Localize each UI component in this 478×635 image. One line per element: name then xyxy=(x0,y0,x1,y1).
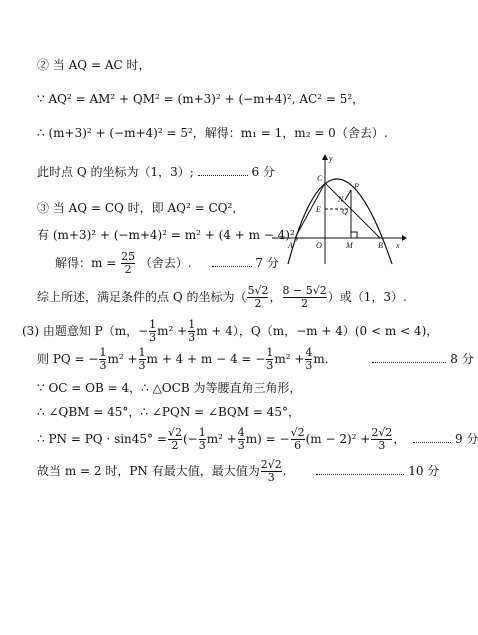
case-3-equation: 有 (m+3)² + (−m+4)² = m² + (4 + m − 4)²， xyxy=(37,228,307,242)
score-dots xyxy=(316,474,404,475)
y-axis-arrow xyxy=(322,154,328,160)
fraction: $\frac{√2}{2}$ xyxy=(167,426,182,452)
conclusion-line: 故当 m = 2 时，PN 有最大值，最大值为 $\frac{2√2}{3}$ . 10 分 xyxy=(37,458,440,484)
case-3-heading: ③ 当 AQ = CQ 时，即 AQ² = CQ²， xyxy=(37,201,245,215)
score-label: 7 分 xyxy=(255,256,279,270)
fraction: $\frac{2√2}{3}$ xyxy=(371,426,393,452)
score-label: 8 分 xyxy=(450,352,474,366)
coordinate-text: 此时点 Q 的坐标为（1，3）; xyxy=(37,165,194,179)
part-3-setup: (3) 由题意知 P（m，− $\frac{1}{3}$ m² + $\frac{1}{3}$ m + 4），Q（m，−m + 4）(0 < m < 4)， xyxy=(22,318,439,344)
label-o: O xyxy=(316,241,322,250)
label-a: A xyxy=(288,241,293,250)
fraction: $\frac{1}{3}$ xyxy=(138,346,146,372)
fraction: $\frac{5√2}{2}$ xyxy=(247,284,269,310)
case-3-solution xyxy=(55,250,279,276)
fraction: $\frac{2√2}{3}$ xyxy=(260,458,282,484)
label-n: N xyxy=(338,195,344,204)
label-p: P xyxy=(354,182,359,191)
fraction: $\frac{4}{3}$ xyxy=(237,426,245,452)
angle-statement: ∴ ∠QBM = 45°，∴ ∠PQN = ∠BQM = 45°， xyxy=(37,405,300,419)
coordinate-result xyxy=(37,165,275,179)
fraction: $\frac{25}{2}$ xyxy=(121,250,136,276)
score-dots xyxy=(372,362,446,363)
fraction: $\frac{8 - 5√2}{2}$ xyxy=(282,284,327,310)
score-dots xyxy=(212,266,252,267)
distance-equation: ∵ AQ² = AM² + QM² = (m+3)² + (−m+4)², AC² = 5²， xyxy=(37,92,365,106)
fraction: $\frac{4}{3}$ xyxy=(305,346,313,372)
score-label: 9 分 xyxy=(455,432,478,446)
pn-expression: ∴ PN = PQ · sin45° = $\frac{√2}{2}$ (− $\frac{1}{3}$ m² + $\frac{4}{3}$ m) = − $\frac{√2}{6}$ (m − 2)² + $\frac{2√2}{3}$ ， 9 分 xyxy=(37,426,478,452)
label-q: Q xyxy=(342,207,348,216)
case-2-heading: ② 当 AQ = AC 时， xyxy=(37,58,151,72)
fraction: $\frac{1}{3}$ xyxy=(266,346,274,372)
right-angle-mark xyxy=(351,232,357,238)
score-dots xyxy=(413,442,451,443)
fraction: $\frac{1}{3}$ xyxy=(198,426,206,452)
pq-expression: 则 PQ = − $\frac{1}{3}$ m² + $\frac{1}{3}$ m + 4 + m − 4 = − $\frac{1}{3}$ m² + $\frac{4}{3}$ m. 8 分 xyxy=(37,346,474,372)
label-x: x xyxy=(396,241,400,250)
line-cb xyxy=(325,183,380,238)
solution-line: ∴ (m+3)² + (−m+4)² = 5²，解得：m₁ = 1，m₂ = 0（舍去）. xyxy=(37,126,388,140)
solve-prefix: 解得：m = xyxy=(55,256,117,270)
solve-suffix: （舍去）. xyxy=(139,256,192,270)
label-c: C xyxy=(317,174,323,183)
line-pn xyxy=(345,190,351,200)
fraction: $\frac{√2}{6}$ xyxy=(290,426,305,452)
fraction: $\frac{1}{3}$ xyxy=(188,318,196,344)
fraction: $\frac{1}{3}$ xyxy=(149,318,157,344)
label-y: y xyxy=(329,154,333,163)
score-label: 6 分 xyxy=(251,165,275,179)
isosceles-statement: ∵ OC = OB = 4，∴ △OCB 为等腰直角三角形， xyxy=(37,381,302,395)
summary-line: 综上所述，满足条件的点 Q 的坐标为（ $\frac{5√2}{2}$ ， $\frac{8 - 5√2}{2}$ ）或（1，3）. xyxy=(37,284,407,310)
x-axis-arrow xyxy=(402,235,407,241)
score-dots xyxy=(198,175,248,176)
label-e: E xyxy=(316,205,321,214)
label-b: B xyxy=(378,241,383,250)
parabola-figure xyxy=(268,152,408,267)
score-label: 10 分 xyxy=(408,464,440,478)
label-m: M xyxy=(346,241,353,250)
fraction: $\frac{1}{3}$ xyxy=(99,346,107,372)
